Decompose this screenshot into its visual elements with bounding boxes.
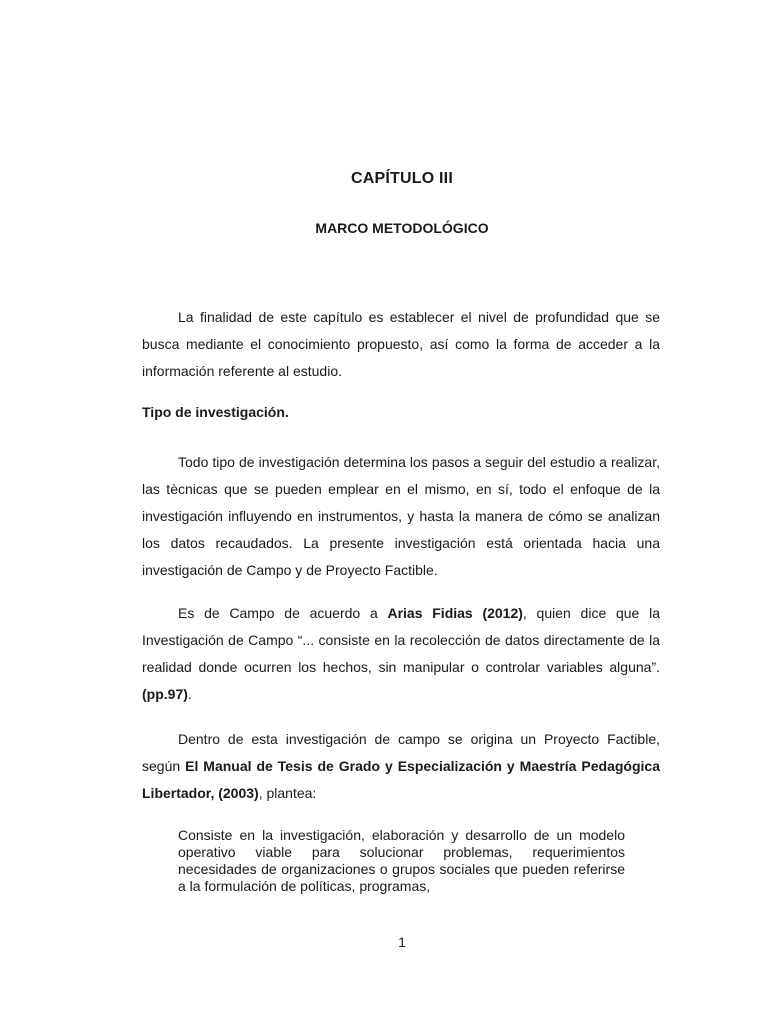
paragraph-proyecto-text-2: , plantea:: [258, 785, 317, 801]
heading-tipo-investigacion: Tipo de investigación.: [142, 404, 289, 420]
paragraph-proyecto: [142, 726, 660, 807]
section-title: MARCO METODOLÓGICO: [315, 220, 489, 236]
paragraph-campo: [142, 600, 660, 708]
paragraph-tipo-investigacion: Todo tipo de investigación determina los pasos a seguir del estudio a realizar, las tècnicas que se pueden emplear en el mismo, en sí, todo el enfoque de la investigación influyendo en instrumentos, y hasta la manera de cómo se analizan los datos recaudados. La presente investigación está orientada hacia una investigación de Campo y de Proyecto Factible.: [142, 454, 660, 578]
paragraph-campo-text-3: .: [187, 686, 192, 702]
chapter-title: CAPÍTULO III: [351, 170, 453, 187]
paragraph-proyecto-source: El Manual de Tesis de Grado y Especialización y Maestría Pedagógica Libertador, (2003): [142, 758, 660, 801]
paragraph-campo-text-1: Es de Campo de acuerdo a: [178, 605, 388, 621]
block-quote: Consiste en la investigación, elaboración y desarrollo de un modelo operativo viable para solucionar problemas, requerimientos necesidades de organizaciones o grupos sociales que pueden referirse a la formulación de políticas, programas,: [178, 827, 625, 894]
intro-paragraph: La finalidad de este capítulo es establecer el nivel de profundidad que se busca mediante el conocimiento propuesto, así como la forma de acceder a la información referente al estudio.: [142, 309, 660, 379]
paragraph-campo-text-2: , quien dice que la Investigación de Campo “... consiste en la recolección de datos directamente de la realidad donde ocurren los hechos, sin manipular o controlar variables alguna”.: [142, 605, 660, 675]
paragraph-campo-citation: (pp.97): [142, 686, 188, 702]
paragraph-proyecto-text-1: Dentro de esta investigación de campo se origina un Proyecto Factible, según: [142, 731, 660, 774]
paragraph-campo-author: Arias Fidias (2012): [387, 605, 523, 621]
page-number: 1: [398, 934, 406, 950]
